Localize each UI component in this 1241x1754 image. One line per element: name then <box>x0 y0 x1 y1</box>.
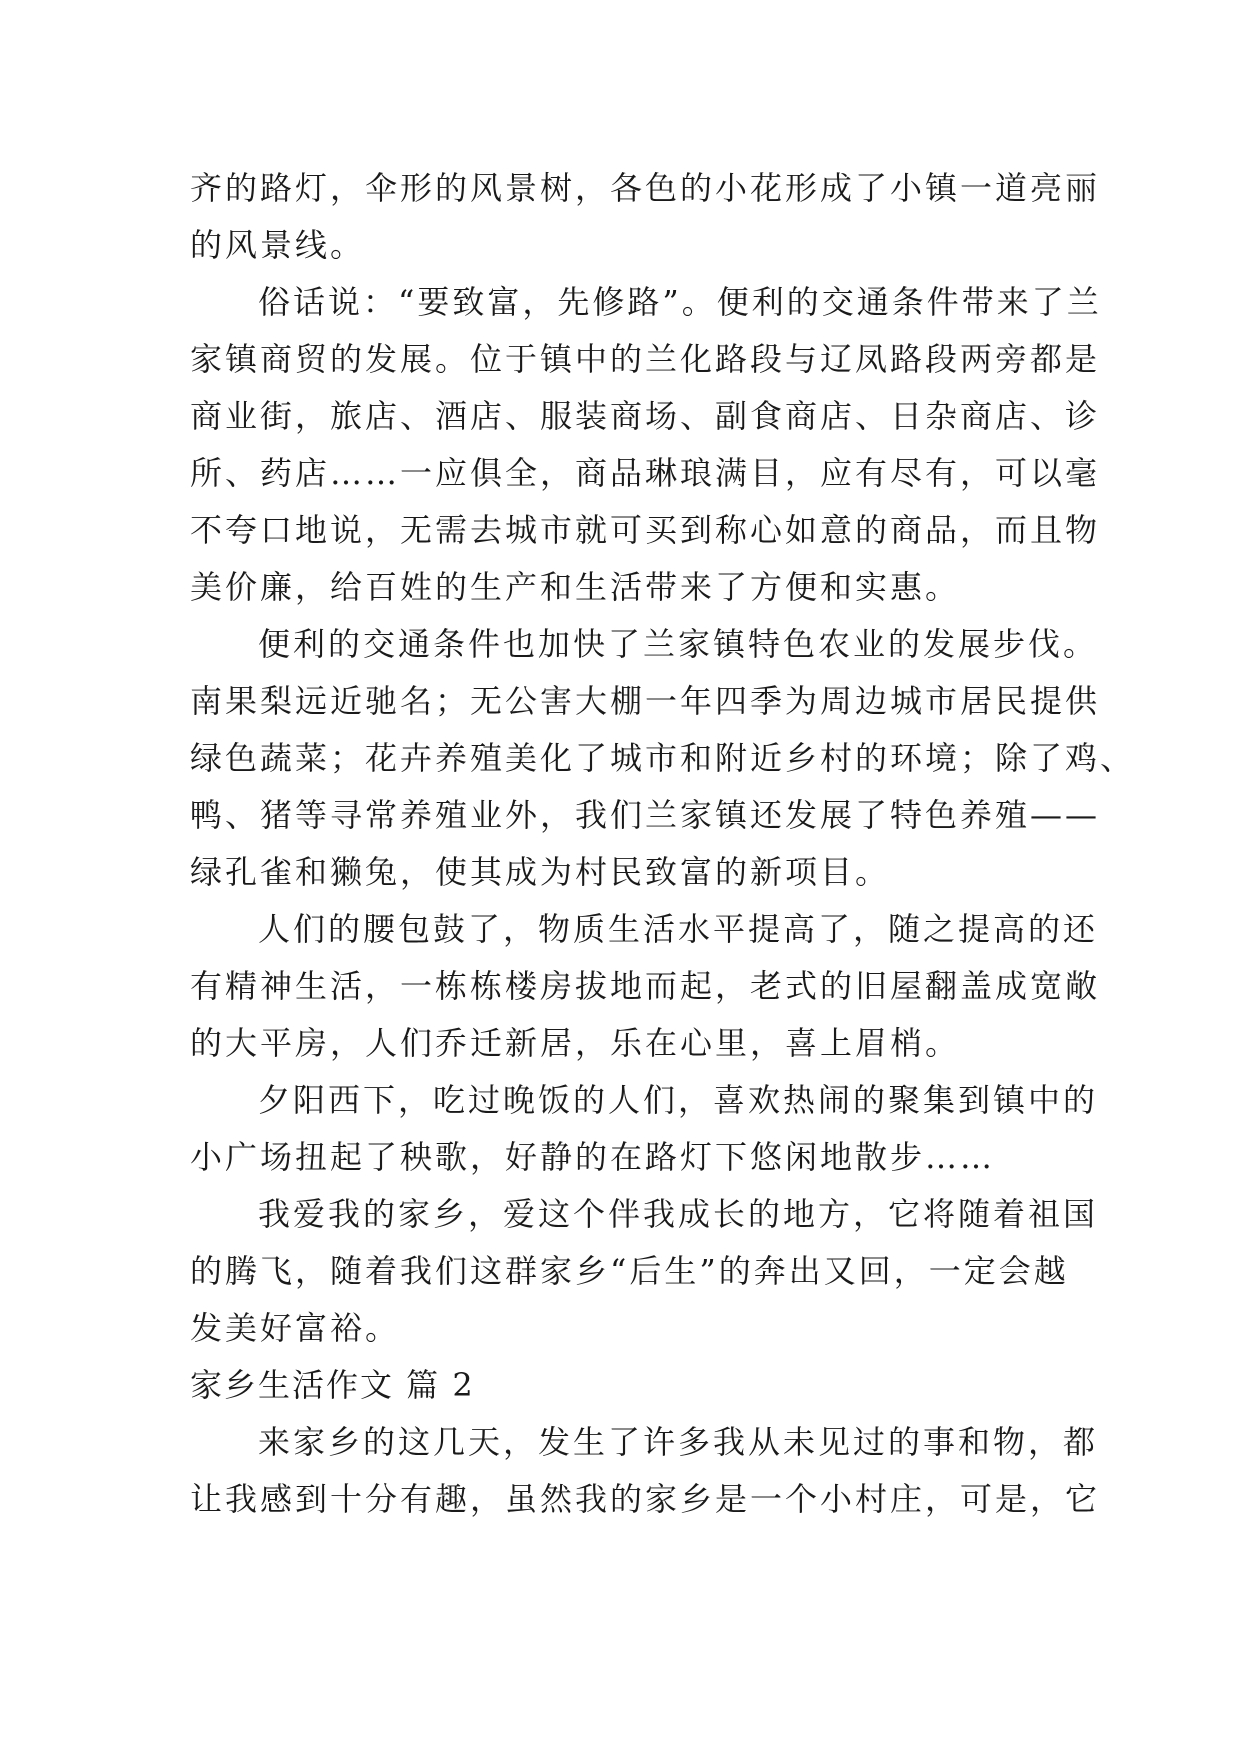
paragraph <box>190 1186 1099 1357</box>
text-line: 的风景线。 <box>190 226 366 264</box>
text-line: 便利的交通条件也加快了兰家镇特色农业的发展步伐。 <box>258 625 1099 663</box>
text-line: 商业街，旅店、酒店、服装商场、副食商店、日杂商店、诊 <box>190 397 1101 435</box>
text-line: 南果梨远近驰名；无公害大棚一年四季为周边城市居民提供 <box>190 682 1101 720</box>
text-line: 家镇商贸的发展。位于镇中的兰化路段与辽凤路段两旁都是 <box>190 340 1101 378</box>
section-heading: 家乡生活作文 篇 2 <box>190 1366 475 1404</box>
text-line: 我爱我的家乡，爱这个伴我成长的地方，它将随着祖国 <box>258 1195 1099 1233</box>
text-line: 绿色蔬菜；花卉养殖美化了城市和附近乡村的环境；除了鸡、 <box>190 739 1136 777</box>
paragraph <box>190 1414 1101 1528</box>
text-line: 发美好富裕。 <box>190 1309 401 1347</box>
text-line: 鸭、猪等寻常养殖业外，我们兰家镇还发展了特色养殖—— <box>190 796 1101 834</box>
text-line: 的腾飞，随着我们这群家乡“后生”的奔出又回，一定会越 <box>190 1252 1069 1290</box>
text-line: 的大平房，人们乔迁新居，乐在心里，喜上眉梢。 <box>190 1024 961 1062</box>
paragraph <box>190 901 1101 1072</box>
text-line: 美价廉，给百姓的生产和生活带来了方便和实惠。 <box>190 568 961 606</box>
paragraph <box>190 160 1101 274</box>
text-line: 所、药店……一应俱全，商品琳琅满目，应有尽有，可以毫 <box>190 454 1101 492</box>
text-line: 俗话说：“要致富，先修路”。便利的交通条件带来了兰 <box>258 283 1102 321</box>
document-body <box>190 160 1136 1528</box>
text-line: 绿孔雀和獭兔，使其成为村民致富的新项目。 <box>190 853 891 891</box>
paragraph <box>190 274 1102 616</box>
paragraph <box>190 1072 1099 1186</box>
text-line: 来家乡的这几天，发生了许多我从未见过的事和物，都 <box>258 1423 1099 1461</box>
text-line: 有精神生活，一栋栋楼房拔地而起，老式的旧屋翻盖成宽敞 <box>190 967 1101 1005</box>
text-line: 人们的腰包鼓了，物质生活水平提高了，随之提高的还 <box>258 910 1099 948</box>
text-line: 夕阳西下，吃过晚饭的人们，喜欢热闹的聚集到镇中的 <box>258 1081 1099 1119</box>
paragraph <box>190 616 1136 901</box>
text-line: 让我感到十分有趣，虽然我的家乡是一个小村庄，可是，它 <box>190 1480 1101 1518</box>
text-line: 不夸口地说，无需去城市就可买到称心如意的商品，而且物 <box>190 511 1101 549</box>
text-line: 齐的路灯，伞形的风景树，各色的小花形成了小镇一道亮丽 <box>190 169 1101 207</box>
text-line: 小广场扭起了秧歌，好静的在路灯下悠闲地散步…… <box>190 1138 996 1176</box>
